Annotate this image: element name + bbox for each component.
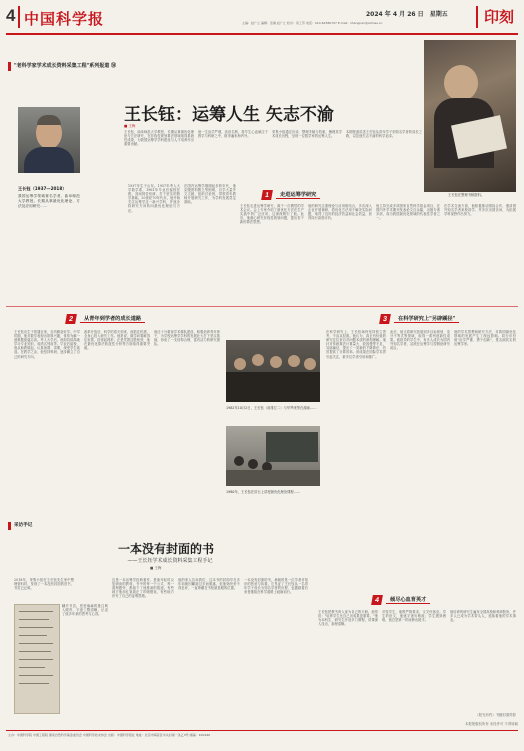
date-text: 2024 年 4 月 26 日 bbox=[366, 11, 424, 18]
group-photo-caption: 1982年10月2日，王长钰（前排左二）与华罗庚等在湖南…… bbox=[226, 406, 317, 410]
manuscript-image bbox=[14, 604, 60, 714]
column-col-2: 翻开书页，密密麻麻的批注映入眼帘，字迹工整清晰，记录了他多年来的思考与心得。 bbox=[62, 604, 108, 617]
masthead bbox=[6, 4, 518, 32]
section-3-col-1: 在科学研究上，王长钰始终坚持独立思考，不盲从权威。他认为，真正有价值的研究往往来自对问题本质的深刻理解。他针对传统算法计算量大、收敛慢等不足，另辟蹊径，提出了一类新的下降算法，有效提高了计算效率。该成果在国际学术界引起关注，被多位学者引用和推广。 bbox=[326, 330, 386, 359]
column-col-1: 2018年，采集小组在王长钰先生家中整理资料时，发现了一本没有封面的旧书，书页已泛黄。 bbox=[14, 578, 74, 591]
body-col-b: 在国内运筹学刚刚起步的年代，他克服资料匮乏等困难，自学大量外文文献，组织讨论班，带领青年教师开展研究工作，为学科发展奠定基础。 bbox=[184, 184, 236, 205]
portrait-photo bbox=[18, 107, 80, 173]
bio-text: 我国运筹学领域著名学者，曲阜师范大学教授。长期从事最优化理论、方法及应用研究…… bbox=[18, 194, 80, 208]
section-1-col-3: 他主持完成多项国家自然科学基金项目，在国内外学术期刊发表论文百余篇，出版专著多部，成为我国最优化领域的代表性学者之一。 bbox=[376, 204, 440, 221]
section-2-col-2: 改革开放后，科学的春天到来，他抓住机遇，全身心投入研究工作。他常说，做学问要耐得住寂寞，经得起挫折。正是凭着这股韧劲，他在最优化算法收敛性分析等方面取得重要突破。 bbox=[84, 330, 150, 351]
editors-line: 主编：赵广立 编辑：张楠 赵广立 校对：何工劳 电话：010-62580707 E-mail：zhangnan@stimes.cn bbox=[242, 21, 383, 25]
series-banner bbox=[8, 62, 208, 71]
section-1-col-2: 他的研究注重理论与应用相结合，多次深入企业开展调研，将优化方法用于解决实际问题，取得了良好的经济效益和社会效益，获得同行高度评价。 bbox=[308, 204, 372, 221]
feature-byline: ■ 王梅 bbox=[124, 124, 136, 128]
intro-col-2: 他一生治学严谨，淡泊名利，将毕生心血倾注于教学与科研之中，桃李遍布海内外。 bbox=[198, 130, 268, 139]
section-4-col-2: 对待学生，他既严格要求，又关怀备至。学生的论文，他逐字逐句修改；学生遇到困难，他总是第一时间伸出援手。 bbox=[382, 610, 446, 623]
intro-col-1: 王长钰，曲阜师范大学教授，长期从事最优化理论与方法研究，在非线性规划算法领域取得系统性成果，为我国运筹学学科建设与人才培养作出重要贡献。 bbox=[124, 130, 194, 147]
footer-note: 本报报版权所有 未经许可 不得转载 bbox=[464, 722, 518, 726]
section-1-col-1: 王长钰走进运筹学研究，源于一次偶然的学术会议。会上专家介绍了最优化方法在生产实践中的广泛应用，这深深吸引了他。此后，他潜心研究非线性规划问题，提出若干新的算法思想。 bbox=[240, 204, 304, 225]
intro-col-4: 本期报道讲述王长钰从青年学子到知名学者的成长之路，以及他矢志不渝的科学追求。 bbox=[346, 130, 422, 139]
column-col-3: 这是一本运筹学经典著作，是他年轻时反复研读的教材。书中的每一个公式、每一道例题旁，都留下了他推演的痕迹。有些地方他用红笔改正了印刷错误，有些地方补充了自己的证明思路。 bbox=[112, 578, 174, 599]
body-col-a: 1937年生于山东。1957年考入大学数学系，1961年毕业后留校任教。其间刻苦钻研，打下坚实的数学基础。20世纪70年代末，他开始关注运筹学这一新兴学科，并逐步将研究方向转向最优化理论与方法。 bbox=[128, 184, 180, 213]
series-banner-text: "老科学家学术成长资料采集工程"系列报道 ㊳ bbox=[14, 63, 116, 69]
section-4-col-3: 他培养的研究生遍布全国高校和科研院所，许多人已成为学术带头人，延续着他的学术事业。 bbox=[450, 610, 516, 623]
section-4-col-1: 王长钰把教书育人视为自己的天职。他常说："培养学生比自己出成果更重要。"他为本科生、研究生开设多门课程，讲课深入浅出，条理清晰。 bbox=[318, 610, 378, 627]
column-kicker-text: 采访手记 bbox=[14, 523, 33, 528]
issue-date bbox=[366, 9, 448, 18]
section-3-col-2: 此后，他又将研究拓展到多目标规划、变分不等式等领域，取得一系列创新性成果。他指导的学生中，有多人成长为国内外知名学者，活跃在运筹学与控制论研究前沿。 bbox=[390, 330, 450, 351]
section-1-col-4: 在学术交流方面，他积极推动国际合作，邀请国外知名学者来校讲学，并多次出国访问，为拓展学科视野作出努力。 bbox=[444, 204, 516, 217]
section-2-col-1: 王长钰出生于普通农家，自幼勤奋好学。中学时期，他对数学表现出浓厚兴趣，常常为解一道难题废寝忘食。考入大学后，他如饥似渴地学习专业知识，成绩名列前茅。毕业后留校，他从助教做起，认真备课、讲课，深受学生欢迎。在教学之余，他坚持科研，逐步确立了自己的研究方向。 bbox=[14, 330, 80, 359]
page-number: 4 bbox=[6, 6, 20, 28]
section-3-heading bbox=[380, 313, 459, 324]
column-col-5: 一本没有封面的书，承载的是一位学者对知识的热爱与执着。它见证了王长钰从一名青年学子成长为知名学者的历程，也激励着后来者继续在科学道路上砥砺前行。 bbox=[244, 578, 308, 595]
column-col-4: 他的家人告诉我们，这本书的封面早在多年前就因翻阅过多而脱落，但他始终舍不得丢弃，一直珍藏在书柜最显眼的位置。 bbox=[178, 578, 240, 591]
section-1-label: 走进运筹学研究 bbox=[276, 191, 320, 199]
section-4-heading bbox=[372, 594, 430, 605]
weekday-text: 星期五 bbox=[429, 11, 448, 18]
section-4-number: 4 bbox=[371, 595, 383, 605]
section-2-number: 2 bbox=[65, 314, 77, 324]
top-photo bbox=[424, 40, 516, 192]
top-photo-caption: 王长钰在整理书稿资料。 bbox=[448, 193, 485, 197]
group-photo bbox=[226, 340, 320, 402]
section-3-label: 在科学研究上"另辟蹊径" bbox=[394, 315, 459, 323]
column-title: 一本没有封面的书 bbox=[117, 542, 214, 556]
section-2-heading bbox=[66, 313, 145, 324]
portrait-caption: 王长钰（1937—2018） bbox=[18, 186, 67, 191]
classroom-photo bbox=[226, 426, 320, 486]
section-4-label: 倾尽心血育英才 bbox=[386, 596, 430, 604]
column-subtitle: ——王长钰学术成长资料采集工程手记 bbox=[127, 558, 213, 564]
book-credit: 《阳光有约》书籍封面剪影 bbox=[475, 713, 516, 717]
section-2-label: 从青年到学者的成长道路 bbox=[80, 315, 145, 323]
section-3-col-3: 他的学术思想和研究方法，对我国最优化领域的发展产生了深远影响。同行评价他"治学严谨、勇于创新"，是名副其实的运筹学家。 bbox=[454, 330, 516, 347]
footer-info: 主办：中国科学院 中国工程院 国家自然科学基金委员会 中国科学技术协会 出版：中国科学报社 地址：北京市海淀区中关村南一条乙3号 邮编：100190 bbox=[8, 733, 211, 737]
section-2-col-3: 他还十分重视学术梯队建设，积极培养青年骨干，为学校运筹学学科的发展壮大打下坚实基础，形成了一支结构合理、富有活力的研究团队。 bbox=[154, 330, 220, 347]
classroom-photo-caption: 1980年，王长钰在讲台上讲授最优化理论课程…… bbox=[226, 490, 301, 494]
section-1-heading bbox=[262, 189, 320, 200]
column-byline: ■ 王梅 bbox=[150, 566, 162, 570]
feature-title: 王长钰：运筹人生 矢志不渝 bbox=[124, 105, 334, 125]
section-tag: 印刻 bbox=[476, 6, 520, 28]
paper-name-logo: 中国科学报 bbox=[24, 10, 105, 28]
intro-col-3: 采集小组通过访谈、整理手稿与档案，梳理其学术成长历程，呈现一位数学家的运筹人生。 bbox=[272, 130, 342, 139]
section-1-number: 1 bbox=[261, 190, 273, 200]
section-3-number: 3 bbox=[379, 314, 391, 324]
